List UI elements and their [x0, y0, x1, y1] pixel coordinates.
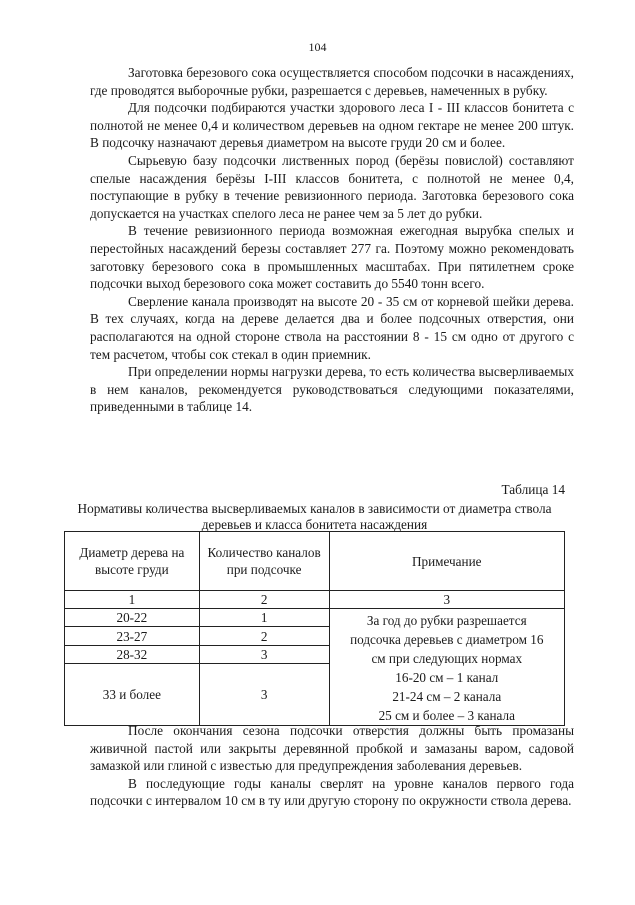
diameter-cell: 23-27 [65, 627, 200, 645]
channels-cell: 3 [199, 645, 329, 663]
header-diameter: Диаметр дерева на высоте груди [65, 532, 200, 591]
page-number: 104 [308, 40, 327, 54]
paragraph: После окончания сезона подсочки отверстия должны быть промазаны живичной пастой или закрыты деревянной пробкой и замазаны варом, садовой замазкой или глиной с известью для предупреждения заболевания деревьев. [90, 723, 574, 774]
diameter-cell: 33 и более [65, 664, 200, 726]
paragraph: В последующие годы каналы сверлят на уровне каналов первого года подсочки с интервалом 10 см в ту или другую сторону по окружности ствола дерева. [90, 775, 574, 809]
note-cell [329, 609, 564, 726]
table-title: Нормативы количества высверливаемых каналов в зависимости от диаметра ствола деревьев и класса бонитета насаждения [77, 501, 552, 532]
table-label: Таблица 14 [501, 482, 565, 497]
channels-cell: 3 [199, 664, 329, 726]
note-line: подсочка деревьев с диаметром 16 [350, 632, 544, 647]
column-number: 3 [329, 591, 564, 609]
paragraph: Для подсочки подбираются участки здорового леса I - III классов бонитета с полнотой не менее 0,4 и количеством деревьев на одном гектаре не менее 200 штук. В подсочку назначают деревья диаметром на высоте груди 20 см и более. [90, 100, 574, 151]
body-text-after-table [90, 722, 574, 810]
header-note: Примечание [329, 532, 564, 591]
table-header-row [65, 532, 565, 591]
table-number-row [65, 591, 565, 609]
channels-cell: 2 [199, 627, 329, 645]
paragraph: Заготовка березового сока осуществляется способом подсочки в насаждениях, где проводятся выборочные рубки, разрешается с деревьев, намеченных в рубку. [90, 65, 574, 98]
note-line: см при следующих нормах [371, 651, 523, 666]
channels-cell: 1 [199, 609, 329, 627]
norms-table [64, 531, 565, 726]
header-channels: Количество каналов при подсочке [199, 532, 329, 591]
table-row [65, 609, 565, 627]
diameter-cell: 20-22 [65, 609, 200, 627]
column-number: 1 [65, 591, 200, 609]
paragraph: При определении нормы нагрузки дерева, то есть количества высверливаемых в нем каналов, рекомендуется руководствоваться следующими показателями, приведенными в таблице 14. [90, 364, 574, 415]
note-line: За год до рубки разрешается [366, 613, 527, 628]
table-caption-block [64, 482, 565, 533]
note-line: 16-20 см – 1 канал [395, 670, 499, 685]
column-number: 2 [199, 591, 329, 609]
paragraph: Сырьевую базу подсочки лиственных пород (берёзы повислой) составляют спелые насаждения берёзы I-III классов бонитета, с полнотой не менее 0,4, поступающие в рубку в течение ревизионного периода. Заготовка березового сока допускается на участках спелого леса не ранее чем за 5 лет до рубки. [90, 152, 574, 221]
diameter-cell: 28-32 [65, 645, 200, 663]
paragraph: Сверление канала производят на высоте 20 - 35 см от корневой шейки дерева. В тех случаях, когда на дереве делается два и более подсочных отверстия, они располагаются на одной стороне ствола на расстоянии 8 - 15 см одно от другого с тем расчетом, чтобы сок стекал в один приемник. [90, 293, 574, 362]
note-line: 25 см и более – 3 канала [378, 708, 515, 723]
note-line: 21-24 см – 2 канала [392, 689, 502, 704]
paragraph: В течение ревизионного периода возможная ежегодная вырубка спелых и перестойных насаждений березы составляет 277 га. Поэтому можно рекомендовать заготовку березового сока в промышленных масштабах. При пятилетнем сроке подсочки выход березового сока может составить до 5540 тонн всего. [90, 223, 574, 292]
body-text [90, 64, 574, 416]
